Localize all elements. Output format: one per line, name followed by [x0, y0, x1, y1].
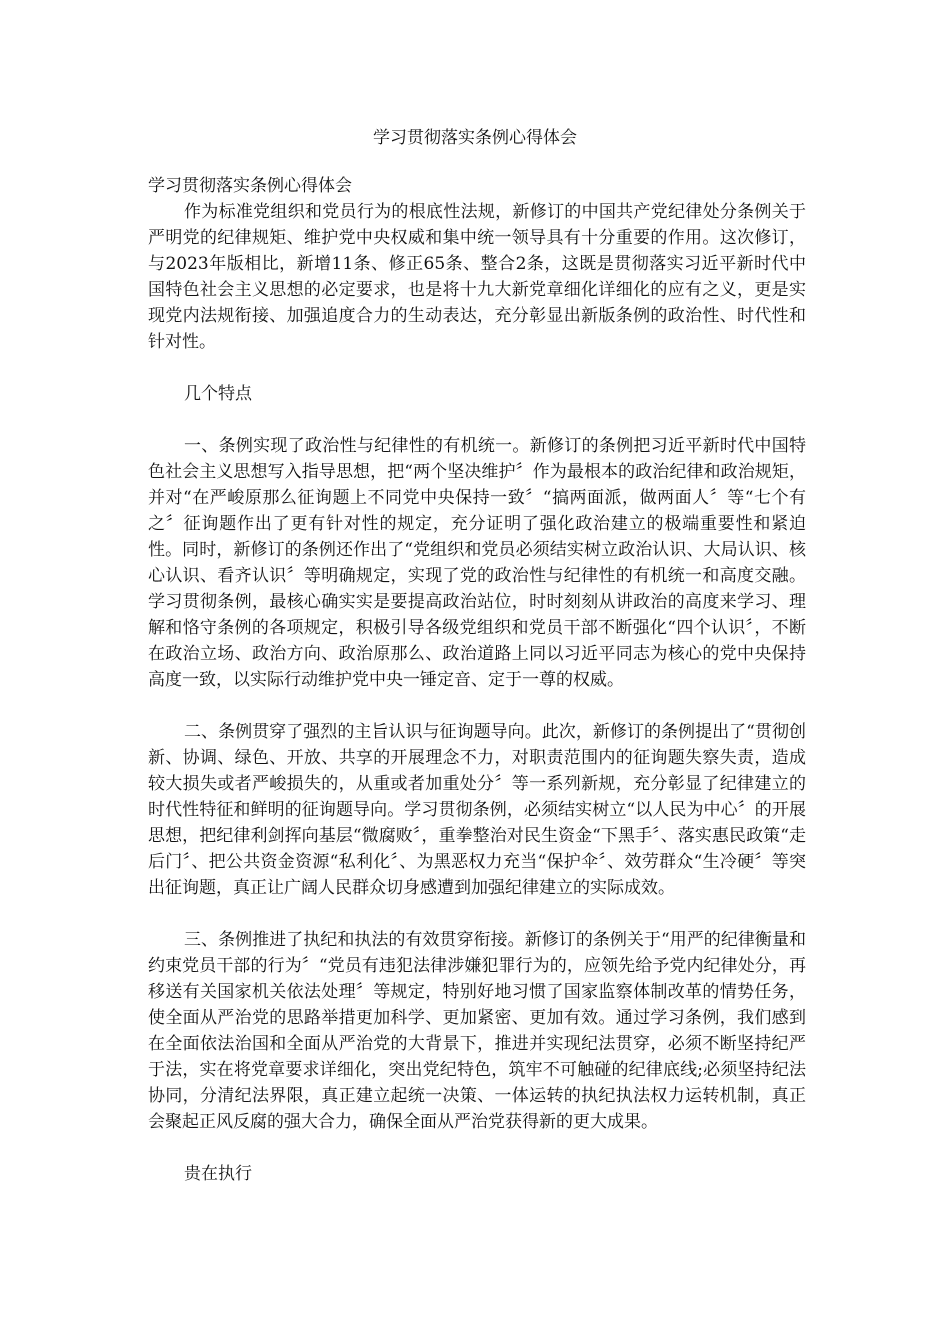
document-subtitle: 学习贯彻落实条例心得体会	[148, 176, 352, 196]
document-body	[148, 173, 806, 1187]
paragraph-intro: 作为标准党组织和党员行为的根底性法规，新修订的中国共产党纪律处分条例关于严明党的纪律规矩、维护党中央权威和集中统一领导具有十分重要的作用。这次修订，与2023年版相比，新增11条、修正65条、整合2条，这既是贯彻落实习近平新时代中国特色社会主义思想的必定要求，也是将十九大新党章细化详细化的应有之义，更是实现党内法规衔接、加强追度合力的生动表达，充分彰显出新版条例的政治性、时代性和针对性。	[148, 202, 806, 352]
paragraph-feature-3: 三、条例推进了执纪和执法的有效贯穿衔接。新修订的条例关于“用严的纪律衡量和约束党员干部的行为〞“党员有违犯法律涉嫌犯罪行为的，应领先给予党内纪律处分，再移送有关国家机关依法处理〞等规定，特别好地习惯了国家监察体制改革的情势任务，使全面从严治党的思路举措更加科学、更加紧密、更加有效。通过学习条例，我们感到在全面依法治国和全面从严治党的大背景下，推进并实现纪法贯穿，必须不断坚持纪严于法，实在将党章要求详细化，突出党纪特色，筑牢不可触碰的纪律底线;必须坚持纪法协同，分清纪法界限，真正建立起统一决策、一体运转的执纪执法权力运转机制，真正会聚起正风反腐的强大合力，确保全面从严治党获得新的更大成果。	[148, 930, 806, 1132]
section-heading-features: 几个特点	[184, 384, 252, 404]
paragraph-feature-1: 一、条例实现了政治性与纪律性的有机统一。新修订的条例把习近平新时代中国特色社会主义思想写入指导思想，把“两个坚决维护〞作为最根本的政治纪律和政治规矩，并对“在严峻原那么征询题上不同党中央保持一致〞“搞两面派，做两面人〞等“七个有之〞征询题作出了更有针对性的规定，充分证明了强化政治建立的极端重要性和紧迫性。同时，新修订的条例还作出了“党组织和党员必须结实树立政治认识、大局认识、核心认识、看齐认识〞等明确规定，实现了党的政治性与纪律性的有机统一和高度交融。学习贯彻条例，最核心确实实是要提高政治站位，时时刻刻从讲政治的高度来学习、理解和恪守条例的各项规定，积极引导各级党组织和党员干部不断强化“四个认识〞，不断在政治立场、政治方向、政治原那么、政治道路上同以习近平同志为核心的党中央保持高度一致，以实际行动维护党中央一锤定音、定于一尊的权威。	[148, 436, 806, 690]
section-heading-execution: 贵在执行	[184, 1164, 252, 1184]
document-title: 学习贯彻落实条例心得体会	[373, 128, 577, 148]
paragraph-feature-2: 二、条例贯穿了强烈的主旨认识与征询题导向。此次，新修订的条例提出了“贯彻创新、协调、绿色、开放、共享的开展理念不力，对职责范围内的征询题失察失责，造成较大损失或者严峻损失的，从重或者加重处分〞等一系列新规，充分彰显了纪律建立的时代性特征和鲜明的征询题导向。学习贯彻条例，必须结实树立“以人民为中心〞的开展思想，把纪律利剑挥向基层“微腐败〞，重拳整治对民生资金“下黑手〞、落实惠民政策“走后门〞、把公共资金资源“私利化〞、为黑恶权力充当“保护伞〞、效劳群众“生冷硬〞等突出征询题，真正让广阔人民群众切身感遭到加强纪律建立的实际成效。	[148, 722, 806, 898]
